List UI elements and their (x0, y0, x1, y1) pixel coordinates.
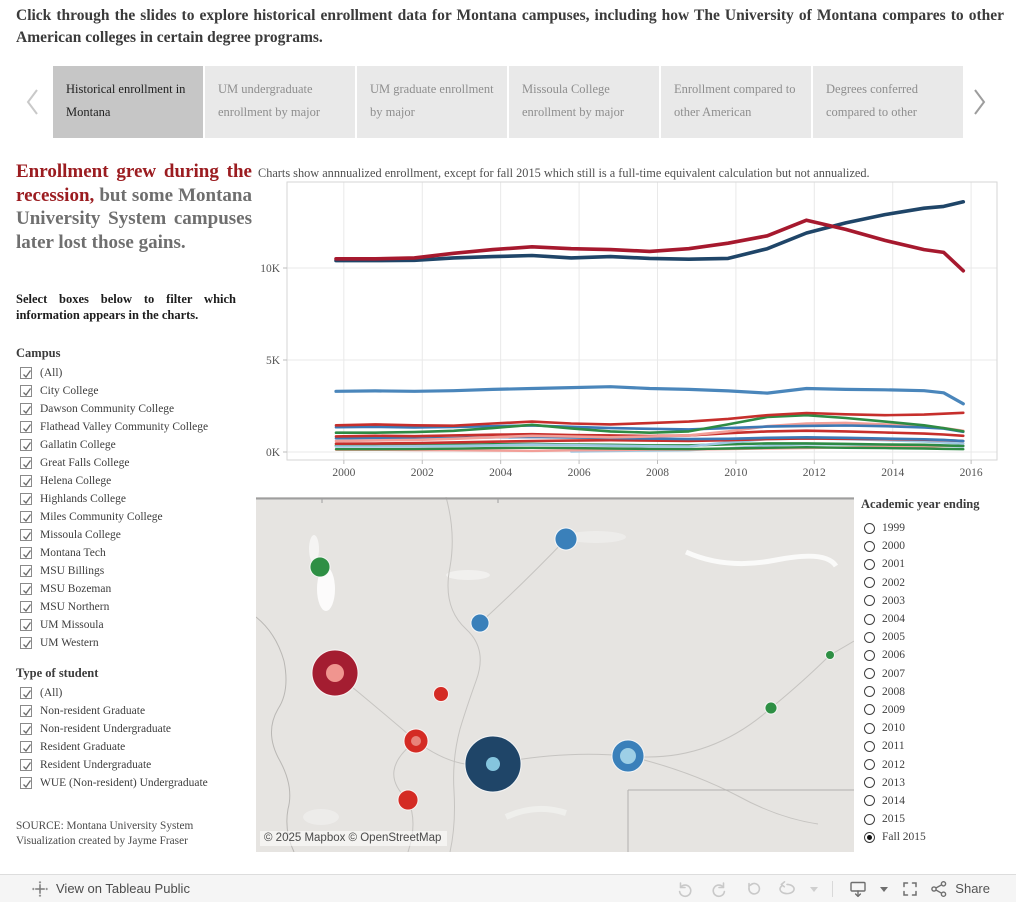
radio-label: 2003 (882, 594, 905, 607)
radio-label: 1999 (882, 522, 905, 535)
checkbox-label: Resident Undergraduate (40, 759, 152, 771)
checkmark-icon (22, 549, 32, 559)
radio-unselected[interactable] (864, 523, 875, 534)
checkbox-label: MSU Billings (40, 565, 105, 577)
campus-checkbox-city-college[interactable] (20, 382, 250, 400)
campus-checkbox-gallatin-college[interactable] (20, 436, 250, 454)
radio-label: 2006 (882, 649, 905, 662)
view-on-tableau-link[interactable] (32, 881, 190, 897)
radio-label: 2000 (882, 540, 905, 553)
checkmark-icon (22, 725, 32, 735)
checkbox-label: Great Falls College (40, 457, 130, 469)
radio-unselected[interactable] (864, 577, 875, 588)
checkbox-label: Montana Tech (40, 547, 106, 559)
checkbox-checked[interactable] (20, 619, 32, 631)
toolbar-divider (832, 881, 833, 897)
student-type-checkbox-non-resident-undergraduate[interactable] (20, 720, 250, 738)
year-radio-2009[interactable] (861, 701, 1011, 719)
undo-icon (676, 880, 694, 898)
radio-unselected[interactable] (864, 541, 875, 552)
student-type-filter-title: Type of student (16, 666, 99, 680)
radio-label: 2011 (882, 740, 905, 753)
download-menu-button[interactable] (875, 878, 893, 900)
checkmark-icon (22, 603, 32, 613)
map-circle-miles-community-college[interactable] (765, 702, 777, 714)
checkbox-checked[interactable] (20, 367, 32, 379)
radio-label: 2010 (882, 722, 905, 735)
checkbox-checked[interactable] (20, 439, 32, 451)
fullscreen-icon (901, 880, 919, 898)
tableau-logo-icon (32, 881, 48, 897)
student-type-filter-list (20, 684, 250, 792)
radio-label: 2008 (882, 685, 905, 698)
y-tick-label: 10K (260, 263, 280, 275)
checkbox-checked[interactable] (20, 723, 32, 735)
enrollment-line-chart[interactable] (256, 180, 998, 478)
caret-down-icon (879, 885, 889, 893)
year-filter-title: Academic year ending (861, 497, 980, 511)
radio-label: Fall 2015 (882, 831, 926, 844)
credit-line: Visualization created by Jayme Fraser (16, 834, 188, 847)
checkbox-checked[interactable] (20, 403, 32, 415)
checkbox-label: WUE (Non-resident) Undergraduate (40, 777, 208, 789)
tableau-toolbar (0, 874, 1016, 902)
year-radio-2000[interactable] (861, 537, 1011, 555)
y-tick-label: 5K (265, 355, 280, 367)
tab-degrees-conferred-compared-to-other[interactable]: Degrees conferred compared to other (813, 66, 963, 138)
checkmark-icon (22, 689, 32, 699)
radio-unselected[interactable] (864, 632, 875, 643)
checkmark-icon (22, 459, 32, 469)
enrollment-line-um-missoula[interactable] (336, 220, 963, 271)
map-circle-great-falls-college[interactable] (471, 614, 489, 632)
year-radio-2007[interactable] (861, 665, 1011, 683)
x-tick-label: 2002 (410, 467, 434, 478)
year-radio-fall-2015[interactable] (861, 828, 1011, 846)
tab-missoula-college-enrollment-by-major[interactable]: Missoula College enrollment by major (509, 66, 659, 138)
year-radio-2001[interactable] (861, 555, 1011, 573)
slide-tabs (53, 66, 963, 138)
year-radio-2013[interactable] (861, 774, 1011, 792)
next-slide-button[interactable] (968, 84, 990, 120)
x-tick-label: 2014 (881, 467, 905, 478)
checkbox-label: UM Missoula (40, 619, 104, 631)
download-button[interactable] (841, 878, 875, 900)
checkmark-icon (22, 405, 32, 415)
year-radio-2002[interactable] (861, 574, 1011, 592)
tab-historical-enrollment-in-montana[interactable]: Historical enrollment in Montana (53, 66, 203, 138)
share-icon (930, 880, 948, 898)
redo-button[interactable] (702, 878, 736, 900)
checkbox-label: Resident Graduate (40, 741, 126, 753)
year-radio-2008[interactable] (861, 683, 1011, 701)
checkmark-icon (22, 779, 32, 789)
student-type-checkbox-resident-undergraduate[interactable] (20, 756, 250, 774)
year-radio-2015[interactable] (861, 810, 1011, 828)
campus-checkbox-great-falls-college[interactable] (20, 454, 250, 472)
tab-um-undergraduate-enrollment-by-major[interactable]: UM undergraduate enrollment by major (205, 66, 355, 138)
radio-unselected[interactable] (864, 777, 875, 788)
radio-selected[interactable] (864, 832, 875, 843)
year-radio-2011[interactable] (861, 737, 1011, 755)
radio-unselected[interactable] (864, 741, 875, 752)
x-tick-label: 2004 (489, 467, 513, 478)
download-icon (848, 880, 868, 898)
undo-button[interactable] (668, 878, 702, 900)
checkbox-checked[interactable] (20, 777, 32, 789)
year-radio-list (861, 519, 1011, 846)
checkmark-icon (22, 477, 32, 487)
checkbox-label: Highlands College (40, 493, 126, 505)
checkbox-label: Flathead Valley Community College (40, 421, 209, 433)
toolbar-actions (668, 878, 990, 900)
radio-label: 2015 (882, 813, 905, 826)
checkbox-label: MSU Northern (40, 601, 110, 613)
checkbox-label: Miles Community College (40, 511, 163, 523)
montana-map[interactable] (256, 497, 854, 852)
radio-unselected[interactable] (864, 559, 875, 570)
share-label[interactable]: Share (955, 881, 990, 896)
checkbox-checked[interactable] (20, 421, 32, 433)
headline-rest: but some Montana University System campuses later lost those gains. (16, 184, 252, 253)
map-circle-msu-northern[interactable] (555, 528, 577, 550)
x-tick-label: 2008 (645, 467, 669, 478)
radio-unselected[interactable] (864, 650, 875, 661)
checkbox-checked[interactable] (20, 637, 32, 649)
year-radio-1999[interactable] (861, 519, 1011, 537)
campus-checkbox-flathead-valley-community-college[interactable] (20, 418, 250, 436)
radio-unselected[interactable] (864, 795, 875, 806)
map-circle-um-western[interactable] (398, 790, 418, 810)
radio-unselected[interactable] (864, 614, 875, 625)
radio-unselected[interactable] (864, 686, 875, 697)
story-headline (16, 160, 252, 254)
campus-checkbox-msu-northern[interactable] (20, 598, 250, 616)
radio-label: 2012 (882, 758, 905, 771)
map-circle-city-college[interactable] (620, 748, 636, 764)
checkbox-label: UM Western (40, 637, 99, 649)
headline-emphasis: Enrollment grew during the recession, (16, 161, 252, 206)
year-radio-2005[interactable] (861, 628, 1011, 646)
campus-checkbox-dawson-community-college[interactable] (20, 400, 250, 418)
radio-label: 2013 (882, 776, 905, 789)
refresh-button[interactable] (770, 878, 804, 900)
checkbox-checked[interactable] (20, 601, 32, 613)
checkmark-icon (22, 387, 32, 397)
radio-label: 2004 (882, 613, 905, 626)
campus-filter-title: Campus (16, 346, 61, 360)
radio-unselected[interactable] (864, 704, 875, 715)
share-button[interactable] (927, 878, 951, 900)
checkbox-label: City College (40, 385, 99, 397)
map-circle-highlands-college[interactable] (411, 736, 421, 746)
campus-checkbox-miles-community-college[interactable] (20, 508, 250, 526)
year-radio-2014[interactable] (861, 792, 1011, 810)
checkmark-icon (22, 369, 32, 379)
checkbox-checked[interactable] (20, 565, 32, 577)
year-radio-2003[interactable] (861, 592, 1011, 610)
checkbox-checked[interactable] (20, 529, 32, 541)
checkbox-checked[interactable] (20, 493, 32, 505)
source-line: SOURCE: Montana University System (16, 820, 194, 832)
checkmark-icon (22, 423, 32, 433)
checkmark-icon (22, 531, 32, 541)
checkbox-checked[interactable] (20, 547, 32, 559)
checkbox-checked[interactable] (20, 511, 32, 523)
prev-slide-button[interactable] (22, 84, 44, 120)
x-tick-label: 2010 (724, 467, 748, 478)
x-tick-label: 2000 (332, 467, 356, 478)
checkbox-checked[interactable] (20, 385, 32, 397)
checkbox-checked[interactable] (20, 457, 32, 469)
refresh-icon (777, 880, 797, 898)
campus-checkbox-um-missoula[interactable] (20, 616, 250, 634)
campus-checkbox-msu-bozeman[interactable] (20, 580, 250, 598)
checkbox-checked[interactable] (20, 741, 32, 753)
checkbox-checked[interactable] (20, 583, 32, 595)
enrollment-line-msu-billings[interactable] (336, 387, 963, 404)
year-radio-2010[interactable] (861, 719, 1011, 737)
student-type-checkbox-all[interactable] (20, 684, 250, 702)
radio-label: 2005 (882, 631, 905, 644)
tab-um-graduate-enrollment-by-major[interactable]: UM graduate enrollment by major (357, 66, 507, 138)
x-tick-label: 2016 (959, 467, 983, 478)
campus-filter-list (20, 364, 250, 652)
checkbox-label: (All) (40, 367, 63, 379)
campus-checkbox-msu-billings[interactable] (20, 562, 250, 580)
map-attribution: © 2025 Mapbox © OpenStreetMap (260, 831, 447, 846)
student-type-checkbox-resident-graduate[interactable] (20, 738, 250, 756)
checkmark-icon (22, 513, 32, 523)
checkbox-label: Missoula College (40, 529, 121, 541)
checkmark-icon (22, 585, 32, 595)
checkmark-icon (22, 743, 32, 753)
checkmark-icon (22, 567, 32, 577)
x-tick-label: 2006 (567, 467, 591, 478)
tab-enrollment-compared-to-other-american[interactable]: Enrollment compared to other American (661, 66, 811, 138)
radio-unselected[interactable] (864, 668, 875, 679)
student-type-checkbox-non-resident-graduate[interactable] (20, 702, 250, 720)
y-tick-label: 0K (265, 447, 280, 459)
map-circle-missoula-college[interactable] (326, 664, 344, 682)
radio-unselected[interactable] (864, 723, 875, 734)
year-filter-panel (861, 497, 1011, 846)
campus-checkbox-highlands-college[interactable] (20, 490, 250, 508)
view-on-tableau-label: View on Tableau Public (56, 881, 190, 896)
checkbox-label: MSU Bozeman (40, 583, 112, 595)
checkbox-label: (All) (40, 687, 63, 699)
checkbox-label: Helena College (40, 475, 112, 487)
campus-checkbox-all[interactable] (20, 364, 250, 382)
campus-checkbox-um-western[interactable] (20, 634, 250, 652)
checkmark-icon (22, 707, 32, 717)
radio-unselected[interactable] (864, 814, 875, 825)
caret-down-icon (809, 885, 819, 893)
checkbox-checked[interactable] (20, 475, 32, 487)
chart-caption: Charts show annnualized enrollment, except for fall 2015 which still is a full-time equivalent calculation but not annualized. (258, 166, 870, 180)
checkbox-label: Non-resident Undergraduate (40, 723, 172, 735)
redo-icon (710, 880, 728, 898)
checkmark-icon (22, 761, 32, 771)
map-circle-helena-college[interactable] (434, 687, 449, 702)
map-circle-gallatin-college[interactable] (486, 757, 500, 771)
checkbox-checked[interactable] (20, 705, 32, 717)
radio-label: 2002 (882, 576, 905, 589)
checkmark-icon (22, 441, 32, 451)
checkmark-icon (22, 639, 32, 649)
year-radio-2004[interactable] (861, 610, 1011, 628)
radio-unselected[interactable] (864, 759, 875, 770)
checkbox-checked[interactable] (20, 687, 32, 699)
campus-checkbox-montana-tech[interactable] (20, 544, 250, 562)
checkmark-icon (22, 621, 32, 631)
checkbox-label: Dawson Community College (40, 403, 175, 415)
intro-text: Click through the slides to explore historical enrollment data for Montana campuses, including how The University of Montana compares to other American colleges in certain degree programs. (16, 7, 1004, 46)
x-tick-label: 2012 (802, 467, 826, 478)
year-radio-2012[interactable] (861, 755, 1011, 773)
pause-menu-button[interactable] (804, 878, 824, 900)
map-circle-dawson-community-college[interactable] (826, 651, 835, 660)
checkmark-icon (22, 495, 32, 505)
source-note (16, 819, 246, 848)
campus-checkbox-helena-college[interactable] (20, 472, 250, 490)
radio-unselected[interactable] (864, 595, 875, 606)
plot-border (287, 182, 997, 460)
radio-label: 2001 (882, 558, 905, 571)
year-radio-2006[interactable] (861, 646, 1011, 664)
campus-checkbox-missoula-college[interactable] (20, 526, 250, 544)
checkbox-label: Non-resident Graduate (40, 705, 146, 717)
radio-label: 2014 (882, 794, 905, 807)
checkbox-checked[interactable] (20, 759, 32, 771)
filter-hint: Select boxes below to filter which information appears in the charts. (16, 292, 236, 322)
radio-label: 2009 (882, 703, 905, 716)
revert-button[interactable] (736, 878, 770, 900)
student-type-checkbox-wue-non-resident-undergraduate[interactable] (20, 774, 250, 792)
checkbox-label: Gallatin College (40, 439, 116, 451)
revert-icon (744, 880, 762, 898)
fullscreen-button[interactable] (893, 878, 927, 900)
radio-label: 2007 (882, 667, 905, 680)
map-circle-flathead-valley-community-college[interactable] (310, 557, 330, 577)
